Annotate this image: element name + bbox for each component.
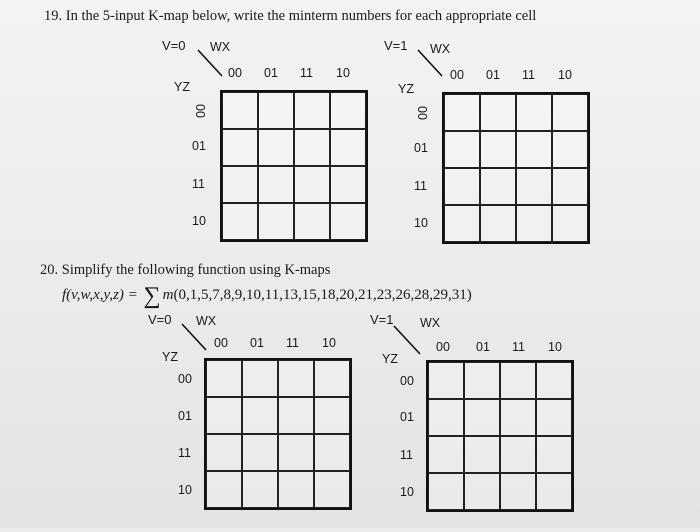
kmap-cell[interactable] <box>552 94 588 131</box>
kmap-grid <box>426 360 574 512</box>
kmap-cell[interactable] <box>428 362 464 399</box>
kmap-col-code: 01 <box>476 340 490 354</box>
kmap-row-var-label: YZ <box>174 80 190 94</box>
kmap-cell[interactable] <box>294 92 330 129</box>
kmap-col-var-label: WX <box>196 314 217 328</box>
kmap-row-code: 01 <box>178 409 192 423</box>
kmap-cell[interactable] <box>330 203 366 240</box>
kmap-col-code: 11 <box>286 336 299 350</box>
kmap-col-var-label: WX <box>430 42 451 56</box>
kmap-cell[interactable] <box>536 362 572 399</box>
kmap-q20-v1 <box>364 312 624 532</box>
kmap-col-var-label: WX <box>420 316 441 330</box>
kmap-row-code: 10 <box>178 483 192 497</box>
kmap-cell[interactable] <box>258 166 294 203</box>
kmap-row-code: 11 <box>178 446 191 460</box>
kmap-cell[interactable] <box>480 131 516 168</box>
kmap-cell[interactable] <box>206 397 242 434</box>
kmap-cell[interactable] <box>500 436 536 473</box>
kmap-cell[interactable] <box>206 434 242 471</box>
kmap-row-code: 00 <box>178 372 192 386</box>
kmap-cell[interactable] <box>222 203 258 240</box>
kmap-cell[interactable] <box>222 92 258 129</box>
kmap-row-var-label: YZ <box>382 352 398 366</box>
kmap-cell[interactable] <box>278 397 314 434</box>
kmap-cell[interactable] <box>464 436 500 473</box>
kmap-cell[interactable] <box>294 166 330 203</box>
kmap-col-code: 01 <box>486 68 500 82</box>
kmap-cell[interactable] <box>516 94 552 131</box>
kmap-col-code: 11 <box>522 68 535 82</box>
kmap-cell[interactable] <box>516 205 552 242</box>
kmap-col-code: 01 <box>264 66 278 80</box>
kmap-cell[interactable] <box>444 94 480 131</box>
kmap-cell[interactable] <box>536 399 572 436</box>
question-19-text: 19. In the 5-input K-map below, write the minterm numbers for each appropriate cell <box>44 8 537 24</box>
kmap-cell[interactable] <box>278 434 314 471</box>
kmap-cell[interactable] <box>314 360 350 397</box>
kmap-grid <box>204 358 352 510</box>
kmap-col-code: 00 <box>436 340 450 354</box>
kmap-col-code: 00 <box>228 66 242 80</box>
kmap-row-code: 10 <box>400 485 414 499</box>
kmap-row-code: 11 <box>400 448 413 462</box>
kmap-q19-v0 <box>150 38 410 258</box>
kmap-cell[interactable] <box>258 203 294 240</box>
kmap-col-code: 10 <box>336 66 350 80</box>
kmap-col-code: 00 <box>450 68 464 82</box>
kmap-cell[interactable] <box>258 129 294 166</box>
kmap-cell[interactable] <box>330 166 366 203</box>
kmap-cell[interactable] <box>516 168 552 205</box>
kmap-cell[interactable] <box>314 397 350 434</box>
kmap-row-code: 11 <box>414 179 427 193</box>
kmap-cell[interactable] <box>294 203 330 240</box>
kmap-cell[interactable] <box>278 471 314 508</box>
kmap-cell[interactable] <box>464 399 500 436</box>
kmap-row-code: 00 <box>400 374 414 388</box>
kmap-v-label: V=0 <box>148 312 172 327</box>
kmap-cell[interactable] <box>552 168 588 205</box>
kmap-cell[interactable] <box>428 436 464 473</box>
kmap-grid <box>442 92 590 244</box>
kmap-cell[interactable] <box>536 436 572 473</box>
kmap-cell[interactable] <box>500 362 536 399</box>
kmap-cell[interactable] <box>428 473 464 510</box>
kmap-col-code: 00 <box>214 336 228 350</box>
kmap-col-code: 01 <box>250 336 264 350</box>
kmap-cell[interactable] <box>444 131 480 168</box>
kmap-cell[interactable] <box>242 397 278 434</box>
kmap-row-code: 11 <box>192 177 205 191</box>
question-20-text: 20. Simplify the following function using K-maps <box>40 262 331 278</box>
kmap-cell[interactable] <box>444 205 480 242</box>
kmap-cell[interactable] <box>480 205 516 242</box>
kmap-cell[interactable] <box>500 473 536 510</box>
kmap-cell[interactable] <box>330 129 366 166</box>
kmap-cell[interactable] <box>294 129 330 166</box>
kmap-q20-v0 <box>140 312 400 532</box>
kmap-col-code: 11 <box>512 340 525 354</box>
kmap-row-code: 10 <box>192 214 206 228</box>
kmap-col-var-label: WX <box>210 40 231 54</box>
minterm-list: (0,1,5,7,8,9,10,11,13,15,18,20,21,23,26,28,29,31) <box>173 287 472 303</box>
kmap-cell[interactable] <box>222 129 258 166</box>
kmap-cell[interactable] <box>500 399 536 436</box>
kmap-cell[interactable] <box>428 399 464 436</box>
kmap-row-var-label: YZ <box>398 82 414 96</box>
kmap-row-code: 00 <box>415 106 429 120</box>
kmap-row-var-label: YZ <box>162 350 178 364</box>
kmap-v-label: V=1 <box>384 38 408 53</box>
kmap-cell[interactable] <box>222 166 258 203</box>
kmap-row-code: 01 <box>414 141 428 155</box>
kmap-cell[interactable] <box>314 434 350 471</box>
kmap-cell[interactable] <box>444 168 480 205</box>
kmap-cell[interactable] <box>242 434 278 471</box>
kmap-grid <box>220 90 368 242</box>
kmap-cell[interactable] <box>552 205 588 242</box>
function-lhs: f(v,w,x,y,z) = <box>62 287 138 303</box>
kmap-v-label: V=1 <box>370 312 394 327</box>
kmap-col-code: 10 <box>548 340 562 354</box>
kmap-cell[interactable] <box>516 131 552 168</box>
kmap-cell[interactable] <box>464 473 500 510</box>
kmap-cell[interactable] <box>480 168 516 205</box>
kmap-row-code: 01 <box>400 410 414 424</box>
kmap-cell[interactable] <box>464 362 500 399</box>
kmap-row-code: 01 <box>192 139 206 153</box>
kmap-cell[interactable] <box>536 473 572 510</box>
kmap-cell[interactable] <box>206 360 242 397</box>
kmap-cell[interactable] <box>242 360 278 397</box>
kmap-cell[interactable] <box>330 92 366 129</box>
kmap-row-code: 00 <box>193 104 207 118</box>
minterm-symbol: m <box>162 287 174 303</box>
boolean-function <box>62 283 472 310</box>
kmap-v-label: V=0 <box>162 38 186 53</box>
kmap-cell[interactable] <box>258 92 294 129</box>
kmap-cell[interactable] <box>242 471 278 508</box>
kmap-col-code: 10 <box>322 336 336 350</box>
sigma-symbol: ∑ <box>143 283 161 309</box>
kmap-row-code: 10 <box>414 216 428 230</box>
kmap-cell[interactable] <box>552 131 588 168</box>
kmap-cell[interactable] <box>278 360 314 397</box>
kmap-col-code: 10 <box>558 68 572 82</box>
kmap-q19-v1 <box>374 38 634 258</box>
kmap-cell[interactable] <box>480 94 516 131</box>
kmap-cell[interactable] <box>314 471 350 508</box>
kmap-cell[interactable] <box>206 471 242 508</box>
kmap-col-code: 11 <box>300 66 313 80</box>
